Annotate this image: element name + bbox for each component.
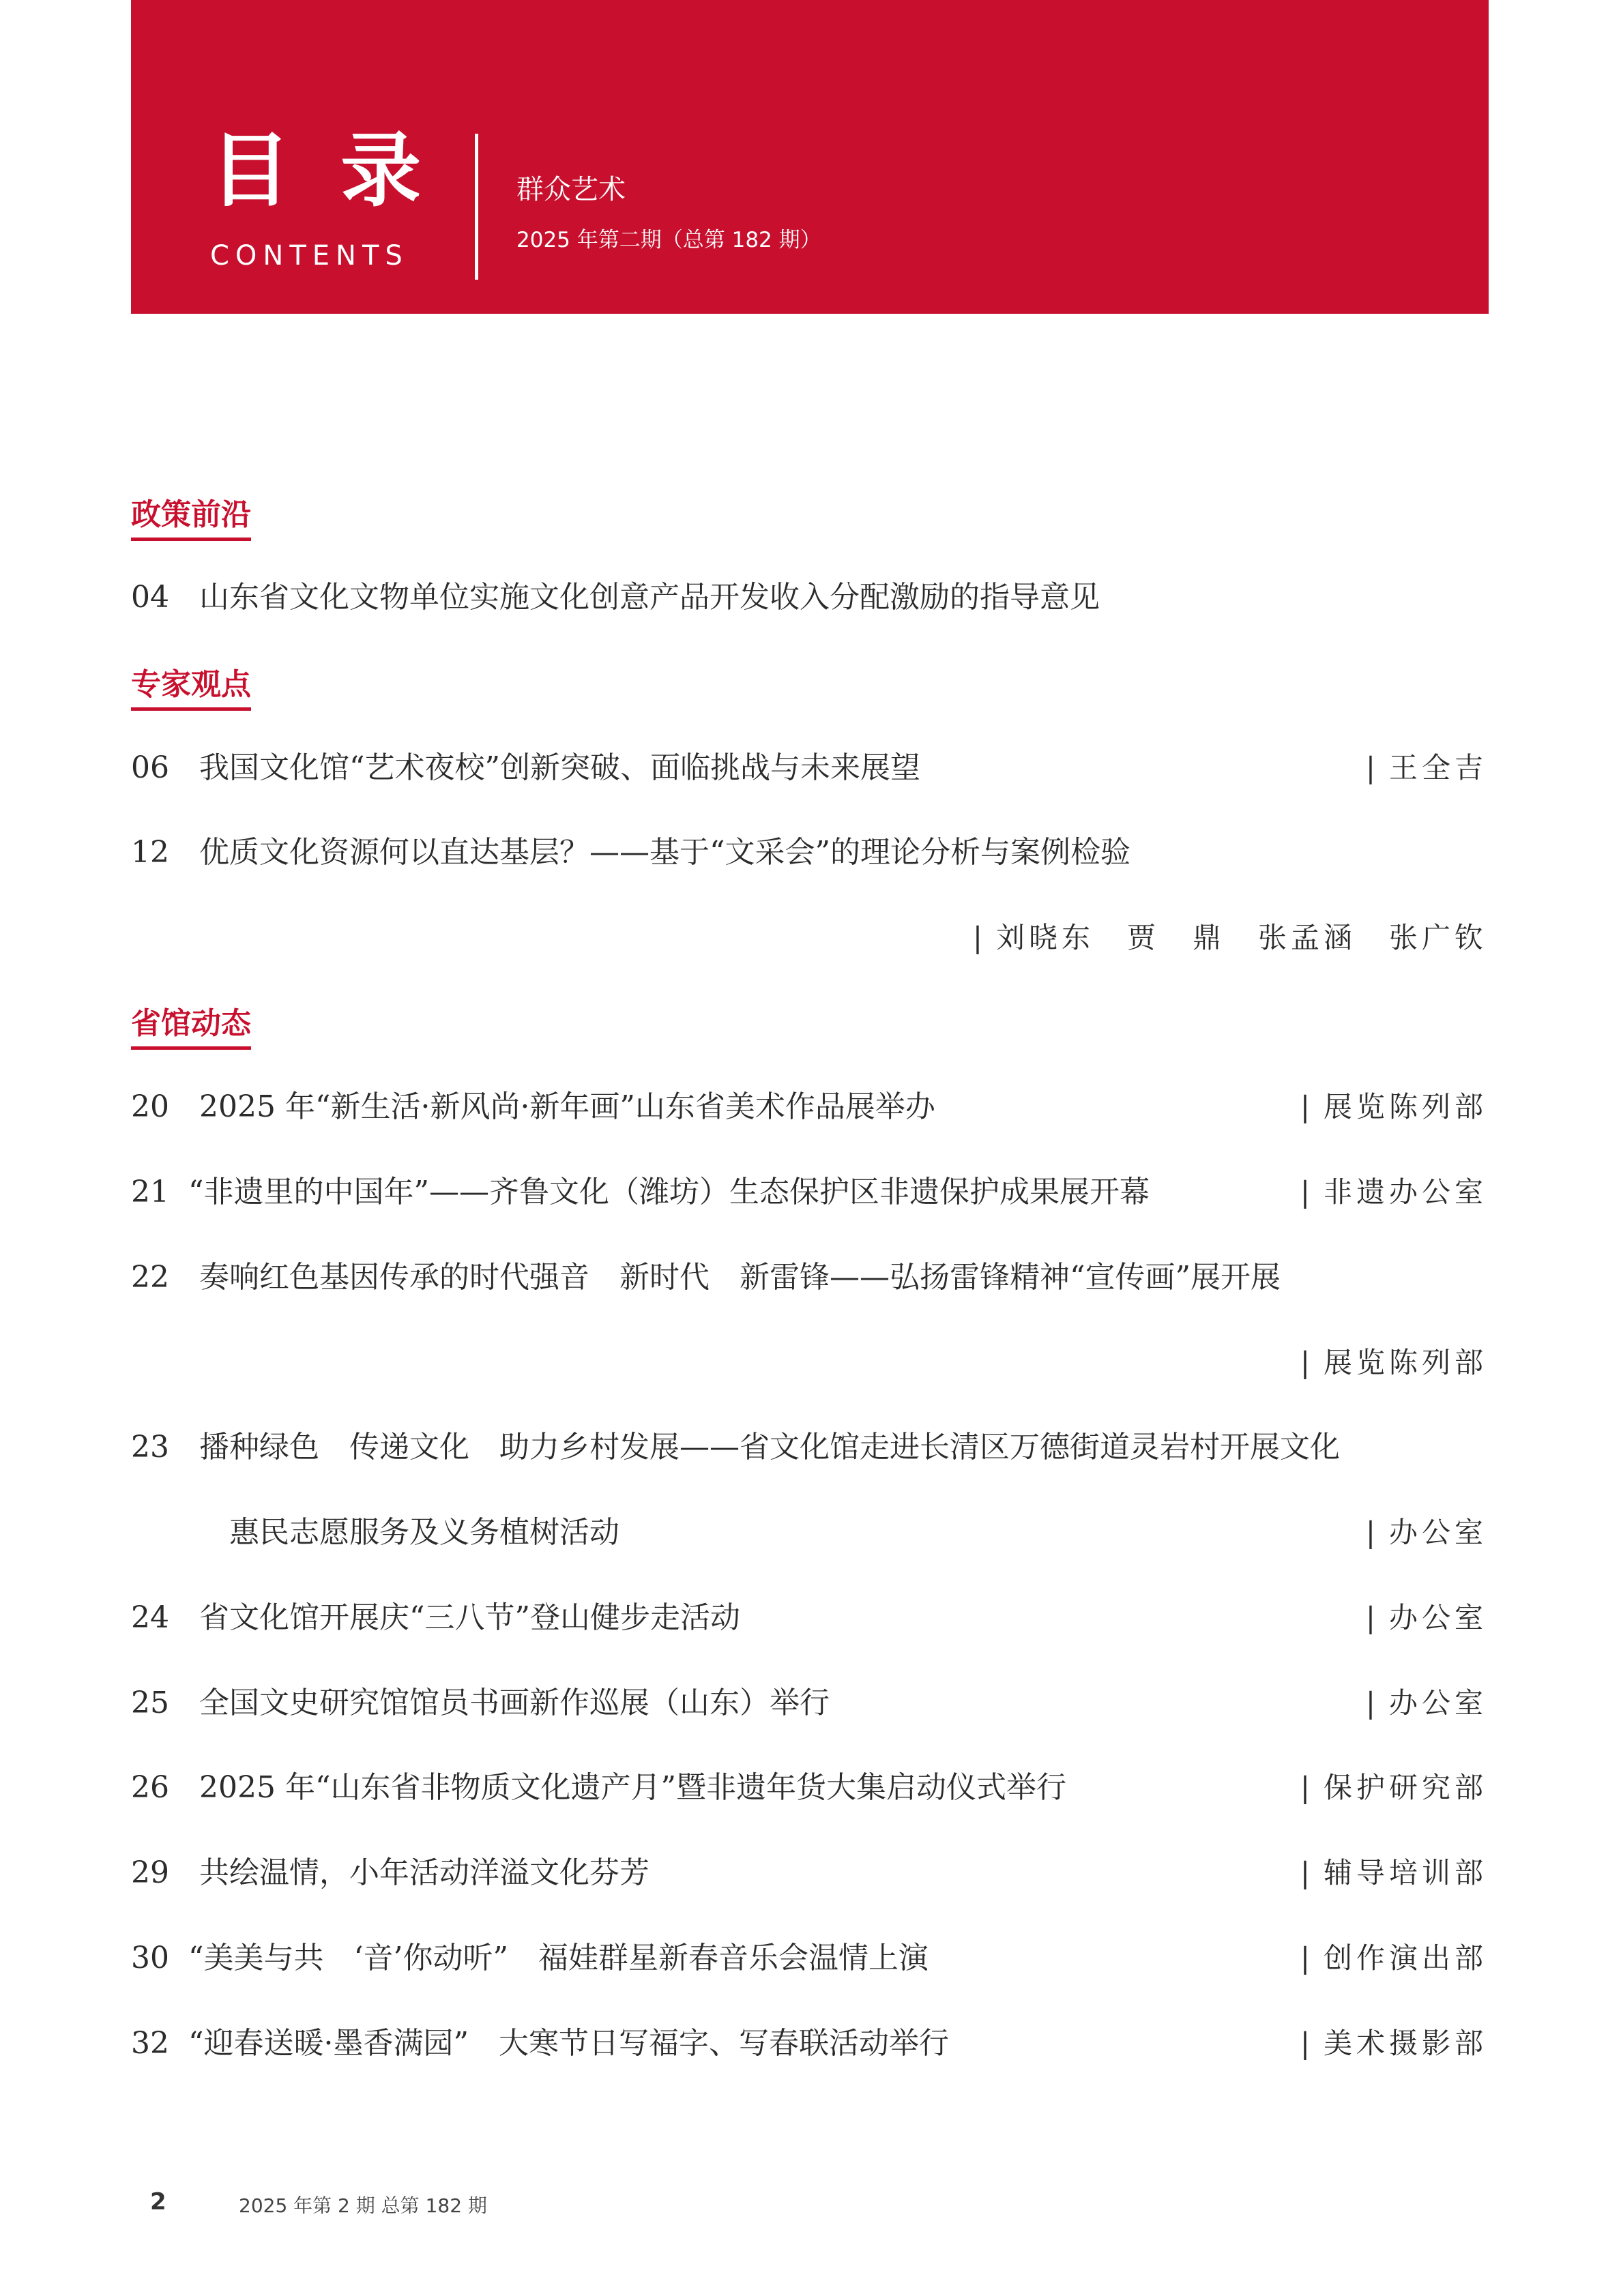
entry-page-number: 22	[131, 1260, 169, 1295]
entry-author: | 辅导培训部	[1300, 1856, 1487, 1889]
entry-page-number: 29	[131, 1855, 169, 1890]
entry-author: | 展览陈列部	[1300, 1090, 1487, 1123]
entry-page-number: 26	[131, 1770, 169, 1805]
entry-author: | 办公室	[1365, 1516, 1487, 1549]
entry-page-number: 20	[131, 1089, 169, 1124]
entry-page-number: 23	[131, 1430, 169, 1465]
entry-title: “迎春送暖·墨香满园” 大寒节日写福字、写春联活动举行	[188, 2026, 949, 2061]
section-heading	[131, 666, 251, 704]
section-underline	[131, 707, 251, 711]
entry-page-number: 04	[131, 580, 169, 615]
entry-title-continued: 惠民志愿服务及义务植树活动	[229, 1515, 619, 1550]
entry-title: 山东省文化文物单位实施文化创意产品开发收入分配激励的指导意见	[199, 580, 1100, 615]
section-heading	[131, 496, 251, 534]
entry-page-number: 06	[131, 750, 169, 785]
entry-author: | 办公室	[1365, 1686, 1487, 1720]
entry-author: | 王全吉	[1365, 751, 1487, 784]
entry-title: 2025 年“山东省非物质文化遗产月”暨非遗年货大集启动仪式举行	[199, 1770, 1066, 1805]
section-heading-text: 政策前沿	[131, 497, 251, 532]
entry-page-number: 32	[131, 2026, 169, 2061]
section-heading-text: 专家观点	[131, 667, 251, 702]
footer-page-number: 2	[150, 2188, 166, 2216]
magazine-name: 群众艺术	[516, 174, 626, 205]
entry-title: 省文化馆开展庆“三八节”登山健步走活动	[199, 1600, 740, 1635]
entry-title: “美美与共 ‘音’你动听” 福娃群星新春音乐会温情上演	[188, 1941, 929, 1975]
entry-title: 播种绿色 传递文化 助力乡村发展——省文化馆走进长清区万德街道灵岩村开展文化	[199, 1430, 1340, 1465]
entry-author: | 非遗办公室	[1300, 1175, 1487, 1209]
entry-title: 共绘温情，小年活动洋溢文化芬芳	[199, 1855, 649, 1890]
entry-author: | 刘晓东 贾 鼎 张孟涵 张广钦	[972, 921, 1487, 954]
entry-author: | 美术摄影部	[1300, 2027, 1487, 2060]
section-underline	[131, 538, 251, 541]
entry-page-number: 25	[131, 1686, 169, 1720]
entry-author: | 办公室	[1365, 1601, 1487, 1634]
footer-issue: 2025 年第 2 期 总第 182 期	[239, 2194, 487, 2217]
entry-author: | 展览陈列部	[1300, 1346, 1487, 1379]
entry-title: “非遗里的中国年”——齐鲁文化（潍坊）生态保护区非遗保护成果展开幕	[188, 1175, 1150, 1209]
entry-page-number: 24	[131, 1600, 169, 1635]
header-banner	[131, 0, 1489, 314]
contents-title: 目 录	[210, 123, 433, 218]
entry-page-number: 30	[131, 1941, 169, 1975]
entry-page-number: 21	[131, 1175, 169, 1209]
section-heading	[131, 1005, 251, 1043]
entry-title: 2025 年“新生活·新风尚·新年画”山东省美术作品展举办	[199, 1089, 935, 1124]
section-heading-text: 省馆动态	[131, 1006, 251, 1041]
entry-title: 我国文化馆“艺术夜校”创新突破、面临挑战与未来展望	[199, 750, 920, 785]
contents-subtitle: CONTENTS	[210, 240, 409, 271]
header-divider	[475, 134, 478, 280]
entry-author: | 创作演出部	[1300, 1941, 1487, 1975]
entry-title: 奏响红色基因传承的时代强音 新时代 新雷锋——弘扬雷锋精神“宣传画”展开展	[199, 1260, 1281, 1295]
section-underline	[131, 1046, 251, 1050]
entry-page-number: 12	[131, 835, 169, 870]
issue-label: 2025 年第二期（总第 182 期）	[516, 228, 821, 252]
entry-title: 全国文史研究馆馆员书画新作巡展（山东）举行	[199, 1686, 830, 1720]
entry-author: | 保护研究部	[1300, 1771, 1487, 1804]
entry-title: 优质文化资源何以直达基层？——基于“文采会”的理论分析与案例检验	[199, 835, 1130, 870]
